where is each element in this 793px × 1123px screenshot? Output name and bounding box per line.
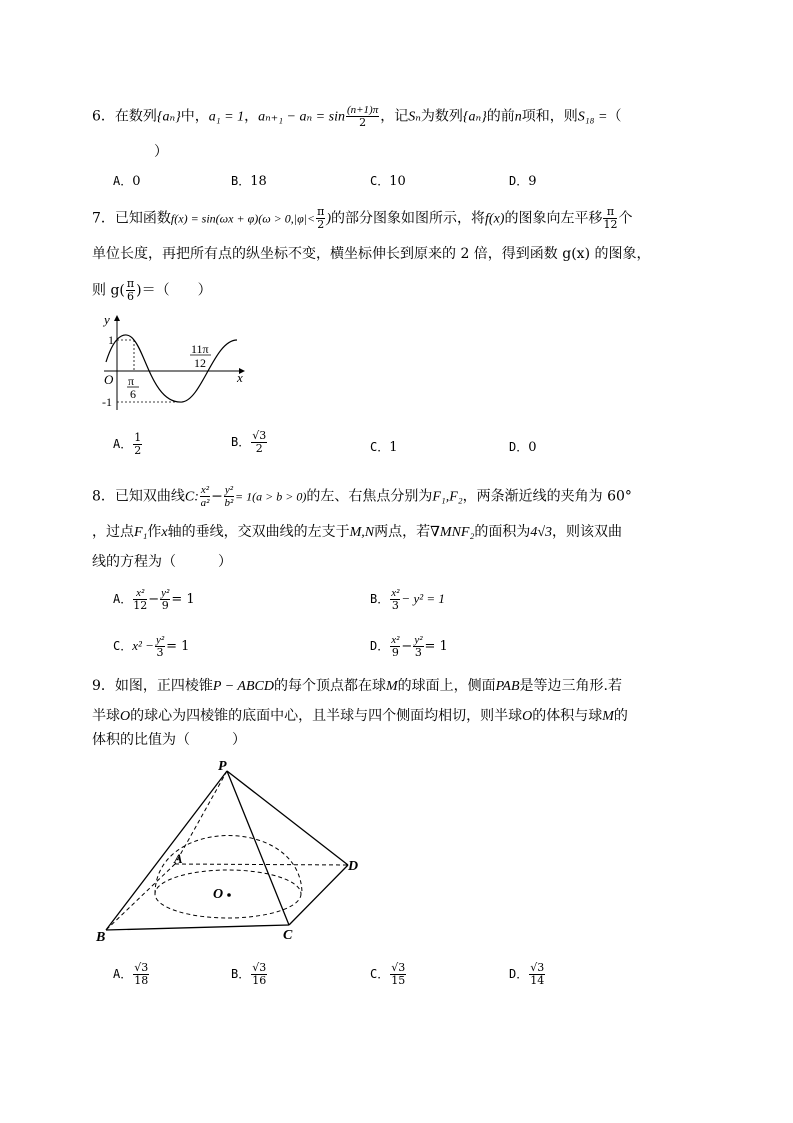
frac-num: x² [200, 484, 210, 496]
q9-text: 半球 [92, 708, 120, 724]
q8-text: 的左、右焦点分别为 [306, 488, 433, 505]
q9-m: M [385, 679, 398, 694]
q6-sequence: {aₙ} [156, 109, 181, 125]
q7-text: 个 [618, 210, 633, 227]
q9-text: 体积的比值为（ ） [92, 732, 246, 748]
q6-fraction [346, 104, 379, 129]
q9-text: 如图，正四棱锥 [114, 678, 213, 694]
frac-den: b² [224, 497, 234, 509]
frac-den: 16 [252, 974, 267, 987]
q8-text: ，两条渐近线的夹角为 60° [462, 488, 632, 505]
q8-area: 4√3 [530, 525, 553, 540]
q7-option-b[interactable] [231, 430, 268, 455]
q6-option-c[interactable] [370, 172, 406, 191]
q7-paren: ) [326, 211, 332, 227]
frac-den: 12 [133, 599, 148, 612]
q7-text: )＝（ ） [136, 282, 212, 299]
q6-line1 [92, 104, 621, 129]
q6-line2 [154, 142, 168, 162]
frac-num: √3 [252, 961, 267, 974]
q9-pyramid: P − ABCD [212, 679, 274, 694]
q6-a1: a₁ = 1 [208, 109, 245, 125]
q8-text: 已知双曲线 [114, 488, 185, 505]
q6-option-b[interactable] [231, 172, 267, 191]
q9-text: 是等边三角形.若 [519, 678, 622, 694]
graph-y-label: y [104, 312, 110, 327]
q8-line1 [92, 484, 632, 509]
label-p: P [218, 759, 227, 774]
graph-x-label: x [237, 370, 243, 385]
q8-text: 两点，若 [374, 524, 431, 540]
edge-bc [106, 925, 289, 930]
option-value: 0 [528, 440, 537, 455]
q9-line1 [92, 676, 622, 697]
q6-text: 的前 [486, 108, 515, 125]
frac-num: y² [161, 587, 170, 599]
frac-num: π [603, 206, 617, 219]
option-fraction [390, 634, 400, 659]
option-label: C． [370, 174, 390, 188]
q7-option-c[interactable] [370, 438, 398, 457]
q8-triangle: ∇MNF₂ [430, 525, 475, 540]
option-label: A． [113, 967, 133, 981]
option-fraction [251, 430, 267, 455]
graph-one: 1 [108, 333, 114, 347]
option-fraction [413, 634, 423, 659]
q7-function: f(x) = sin(ωx + φ)(ω > 0,|φ|< [170, 211, 316, 226]
label-b: B [96, 930, 106, 945]
option-label: C． [370, 967, 390, 981]
q7-option-d[interactable] [509, 438, 537, 457]
graph-twelve: 12 [194, 356, 206, 370]
option-label: B． [370, 592, 390, 606]
q7-option-a[interactable] [113, 432, 143, 457]
q9-pab: PAB [495, 679, 520, 694]
frac-den: 9 [391, 646, 399, 659]
label-a: A [174, 851, 183, 866]
option-label: A． [113, 592, 133, 606]
edge-ad [175, 864, 348, 865]
q7-text: 的图象向左平移 [504, 210, 603, 227]
q9-m: M [602, 709, 614, 724]
q8-option-c[interactable] [113, 634, 189, 659]
q9-text: 的球面上，侧面 [397, 678, 496, 694]
edge-pa [175, 771, 227, 864]
edge-pc [227, 771, 289, 925]
q8-condition: = 1(a > b > 0) [235, 489, 307, 504]
q6-text: （ [607, 108, 622, 125]
q8-frac-x [200, 484, 210, 509]
q6-text: 在数列 [114, 108, 157, 125]
frac-num: x² [391, 634, 400, 646]
graph-11pi: 11π [191, 342, 209, 356]
q9-line2 [92, 706, 628, 727]
q7-fraction [316, 206, 325, 231]
q7-number: 7． [92, 210, 115, 227]
frac-den: 3 [156, 646, 164, 659]
option-eq: = 1 [424, 639, 448, 654]
label-c: C [283, 928, 293, 943]
q9-option-c[interactable] [370, 962, 407, 987]
q7-text: 的部分图象如图所示，将 [331, 210, 486, 227]
frac-num: (n+1)π [346, 104, 379, 116]
q9-option-a[interactable] [113, 962, 150, 987]
option-eq: = 1 [166, 639, 190, 654]
frac-den: 2 [359, 116, 367, 129]
option-label: D． [509, 174, 529, 188]
edge-ab [106, 864, 175, 930]
option-label: B． [231, 967, 251, 981]
q6-recurrence: aₙ₊₁ − aₙ = sin [258, 109, 345, 125]
edge-pb [106, 771, 227, 930]
option-fraction [133, 432, 142, 457]
label-o: O [213, 887, 224, 902]
q8-number: 8． [92, 488, 115, 505]
q7-line2 [92, 244, 651, 264]
option-value: 18 [250, 174, 267, 189]
q9-text: 的体积与球 [532, 708, 603, 724]
q6-text: 中， [180, 108, 209, 125]
q8-text: 轴的垂线，交双曲线的左支于 [167, 524, 350, 540]
frac-num: √3 [391, 961, 406, 974]
q6-text: 项和，则 [521, 108, 578, 125]
q6-text: 为数列 [420, 108, 463, 125]
frac-num: x² [133, 587, 147, 600]
frac-den: 9 [161, 599, 169, 612]
q8-option-d[interactable]: D． $\frac{\text{x²}}{9}$ − $\frac{\text{y²}}{3}$ = 1 [370, 634, 448, 659]
frac-den: 2 [134, 444, 142, 457]
option-fraction [155, 634, 165, 659]
option-label: C． [370, 440, 390, 454]
frac-num: √3 [252, 429, 267, 442]
frac-den: 3 [391, 599, 399, 612]
frac-den: 14 [530, 974, 545, 987]
frac-num: π [317, 205, 325, 218]
frac-den: 3 [414, 646, 422, 659]
q7-text: 则 g( [92, 282, 125, 299]
q6-text: ， [244, 108, 259, 125]
option-head: x² − [132, 638, 154, 653]
sine-curve [106, 335, 237, 402]
q9-option-b[interactable] [231, 962, 268, 987]
option-fraction [390, 962, 406, 987]
q9-o: O [522, 709, 533, 724]
option-label: B． [231, 174, 251, 188]
q8-text: 的面积为 [474, 524, 531, 540]
q8-option-b[interactable] [370, 587, 445, 612]
frac-den: 6 [126, 290, 134, 303]
q6-close-paren: ） [154, 144, 168, 160]
q8-minus: − [211, 488, 223, 505]
option-label: A． [113, 174, 133, 188]
frac-num: y² [224, 484, 234, 496]
q8-x: x [161, 525, 168, 540]
q6-n: n [514, 109, 522, 125]
option-fraction [133, 587, 147, 612]
q7-sine-graph [92, 310, 252, 416]
frac-num: π [126, 277, 135, 290]
q7-text: 单位长度，再把所有点的纵坐标不变，横坐标伸长到原来的 2 倍，得到函数 g(x) 的图象， [92, 246, 651, 262]
q8-text: 作 [147, 524, 162, 540]
q9-o: O [120, 709, 131, 724]
q9-option-d[interactable] [509, 962, 546, 987]
option-eq: = 1 [171, 592, 195, 607]
frac-num: x² [391, 587, 400, 599]
q8-f1: F₁ [134, 525, 148, 540]
option-tail: − y² = 1 [401, 591, 445, 606]
option-label: D． [509, 967, 529, 981]
frac-num: 1 [134, 431, 142, 444]
option-fraction [390, 587, 400, 612]
frac-den: a² [200, 497, 210, 509]
q6-option-a[interactable] [113, 172, 141, 191]
option-label: C． [113, 639, 133, 653]
q8-option-a[interactable]: A． $\frac{\text{x²}}{12}$ − $\frac{\text{y²}}{9}$ = 1 [113, 587, 195, 612]
frac-num: √3 [134, 961, 149, 974]
q7-g-fraction [126, 278, 135, 303]
q9-pyramid-figure [92, 756, 382, 946]
q7-text: 已知函数 [114, 210, 171, 227]
label-d: D [348, 859, 359, 874]
graph-six: 6 [130, 387, 136, 401]
q6-s18: S₁₈ = [577, 109, 608, 125]
q8-c: C: [184, 489, 199, 505]
frac-num: y² [414, 634, 423, 646]
frac-den: 18 [134, 974, 149, 987]
q7-fx: f(x) [485, 211, 505, 227]
frac-den: 12 [603, 218, 618, 231]
option-value: 1 [389, 440, 398, 455]
option-value: 10 [389, 174, 406, 189]
q7-line1 [92, 206, 632, 231]
option-fraction [133, 962, 149, 987]
frac-den: 2 [317, 218, 325, 231]
center-point [227, 893, 231, 897]
q6-sn: Sₙ [408, 109, 421, 125]
q6-number: 6． [92, 108, 115, 125]
option-label: B． [231, 435, 251, 449]
frac-num: √3 [530, 961, 545, 974]
frac-num: y² [155, 634, 165, 646]
q6-text: ，记 [380, 108, 409, 125]
q6-option-d[interactable] [509, 172, 537, 191]
q9-line3 [92, 730, 246, 750]
graph-pi: π [128, 374, 135, 388]
option-label: D． [370, 639, 390, 653]
option-fraction [160, 587, 170, 612]
graph-neg-one: -1 [102, 395, 112, 409]
q8-foci: F₁,F₂ [432, 489, 463, 505]
q9-text: 的每个顶点都在球 [273, 678, 386, 694]
q8-text: 线的方程为（ ） [92, 554, 232, 570]
q8-line2 [92, 522, 622, 543]
q9-text: 的 [613, 708, 628, 724]
edge-pd [227, 771, 348, 865]
q8-mn: M,N [349, 525, 375, 540]
q7-shift-fraction [603, 206, 617, 231]
frac-den: 2 [255, 442, 263, 455]
q8-text: ，则该双曲 [552, 524, 623, 540]
option-fraction [251, 962, 267, 987]
q8-frac-y [224, 484, 234, 509]
option-fraction [529, 962, 545, 987]
frac-den: 15 [391, 974, 406, 987]
q6-sequence: {aₙ} [462, 109, 487, 125]
option-value: 0 [132, 174, 141, 189]
q8-text: ，过点 [92, 524, 134, 540]
graph-origin: O [104, 372, 114, 387]
option-value: 9 [528, 174, 537, 189]
q8-line3 [92, 552, 232, 572]
q9-number: 9． [92, 678, 115, 694]
q9-text: 的球心为四棱锥的底面中心，且半球与四个侧面均相切，则半球 [130, 708, 523, 724]
option-label: A． [113, 437, 133, 451]
option-label: D． [509, 440, 529, 454]
q7-line3 [92, 278, 212, 303]
